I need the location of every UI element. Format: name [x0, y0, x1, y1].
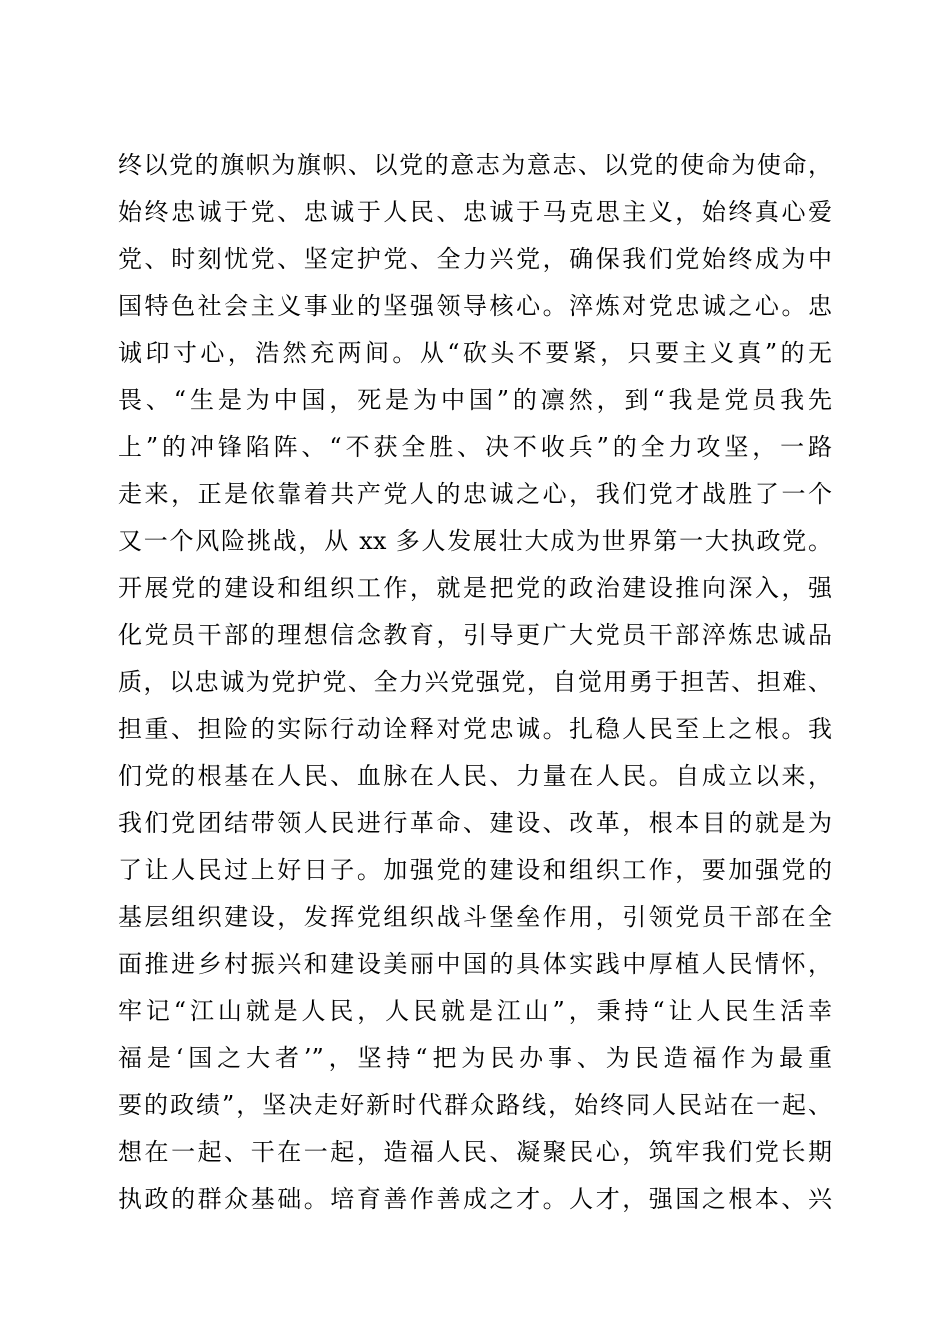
body-text: [118, 142, 832, 1223]
text-line-4: 国特色社会主义事业的坚强领导核心。淬炼对党忠诚之心。忠: [118, 292, 832, 320]
text-line-7: 上”的冲锋陷阵、“不获全胜、决不收兵”的全力攻坚，一路: [118, 433, 832, 461]
text-line-21: 要的政绩”，坚决走好新时代群众路线，始终同人民站在一起、: [118, 1091, 832, 1119]
text-line-2: 始终忠诚于党、忠诚于人民、忠诚于马克思主义，始终真心爱: [118, 198, 832, 226]
text-line-17: 基层组织建设，发挥党组织战斗堡垒作用，引领党员干部在全: [118, 903, 832, 931]
text-line-14: 们党的根基在人民、血脉在人民、力量在人民。自成立以来，: [118, 762, 832, 790]
text-line-20: 福是‘国之大者’”，坚持“把为民办事、为民造福作为最重: [118, 1044, 832, 1072]
text-line-16: 了让人民过上好日子。加强党的建设和组织工作，要加强党的: [118, 856, 832, 884]
text-line-12: 质，以忠诚为党护党、全力兴党强党，自觉用勇于担苦、担难、: [118, 668, 832, 696]
text-line-6: 畏、“生是为中国，死是为中国”的凛然，到“我是党员我先: [118, 386, 832, 414]
text-line-8: 走来，正是依靠着共产党人的忠诚之心，我们党才战胜了一个: [118, 480, 832, 508]
text-line-9: 又一个风险挑战，从 xx 多人发展壮大成为世界第一大执政党。: [118, 527, 832, 555]
text-line-18: 面推进乡村振兴和建设美丽中国的具体实践中厚植人民情怀，: [118, 950, 832, 978]
text-line-5: 诚印寸心，浩然充两间。从“砍头不要紧，只要主义真”的无: [118, 339, 832, 367]
text-line-1: 终以党的旗帜为旗帜、以党的意志为意志、以党的使命为使命，: [118, 151, 832, 179]
text-line-3: 党、时刻忧党、坚定护党、全力兴党，确保我们党始终成为中: [118, 245, 832, 273]
text-line-22: 想在一起、干在一起，造福人民、凝聚民心，筑牢我们党长期: [118, 1138, 832, 1166]
text-line-11: 化党员干部的理想信念教育，引导更广大党员干部淬炼忠诚品: [118, 621, 832, 649]
text-line-23: 执政的群众基础。培育善作善成之才。人才，强国之根本、兴: [118, 1185, 832, 1213]
text-line-19: 牢记“江山就是人民，人民就是江山”，秉持“让人民生活幸: [118, 997, 832, 1025]
text-line-10: 开展党的建设和组织工作，就是把党的政治建设推向深入，强: [118, 574, 832, 602]
text-line-15: 我们党团结带领人民进行革命、建设、改革，根本目的就是为: [118, 809, 832, 837]
text-line-13: 担重、担险的实际行动诠释对党忠诚。扎稳人民至上之根。我: [118, 715, 832, 743]
